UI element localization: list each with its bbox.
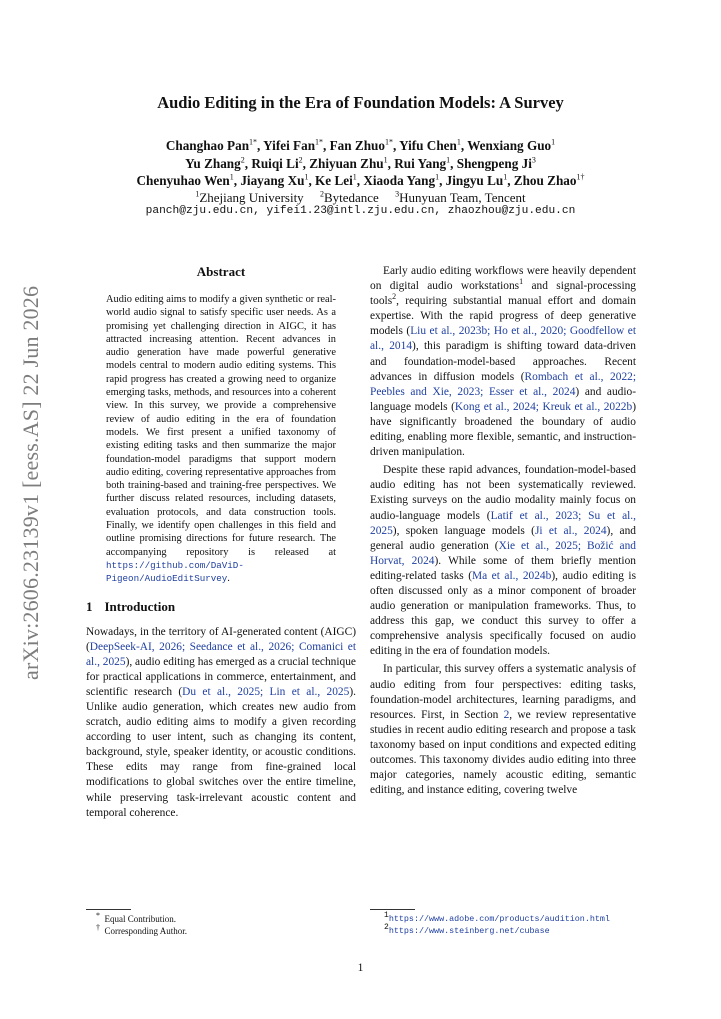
footnote-equal-contribution: * Equal Contribution. (96, 911, 176, 924)
author-affiliation-mark: 1† (576, 172, 585, 182)
author-line-3: Chenyuhao Wen$^1$, Jiayang Xu$^1$, Ke Lei$^1$, Xiaoda Yang$^1$, Jingyu Lu$^1$, Zhou Zhao$^{1\dagger}$ (136, 172, 585, 188)
author-name: Shengpeng Ji (456, 155, 532, 171)
author-name: Zhou Zhao (513, 173, 577, 188)
right-column (370, 264, 636, 798)
author-name: Yifei Fan (263, 138, 316, 153)
author-affiliation-mark: 1* (315, 137, 324, 147)
citation-link[interactable]: Rombach et al., 2022; Peebles and Xie, 2023; Esser et al., 2024 (370, 370, 636, 398)
footnote-2[interactable]: $^2$https://www.steinberg.net/cubase (384, 923, 550, 936)
citation-link[interactable]: Liu et al., 2023b; Ho et al., 2020; Goodfellow et al., 2014 (370, 325, 637, 353)
affiliation-3: $^3$Hunyuan Team, Tencent (395, 189, 526, 205)
author-line-2: Yu Zhang$^2$, Ruiqi Li$^2$, Zhiyuan Zhu$^1$, Rui Yang$^1$, Shengpeng Ji$^3$ (185, 155, 536, 171)
citation-link[interactable]: Xie et al., 2025; Božić and Horvat, 2024 (370, 539, 636, 567)
footnote-rule-left (86, 909, 131, 910)
author-affiliation-mark: 2 (240, 155, 245, 165)
author-emails: panch@zju.edu.cn, yifei1.23@intl.zju.edu.cn, zhaozhou@zju.edu.cn (145, 205, 576, 217)
author-affiliation-mark: 1 (503, 172, 508, 182)
citation-link[interactable]: Latif et al., 2023; Su et al., 2025 (370, 509, 636, 537)
intro-paragraph-2: Early audio editing workflows were heavily dependent on digital audio workstations$^1$ and signal-processing tools$^2$, requiring substantial manual effort and domain expertise. With the rapid progress of deep generative models (Liu et al., 2023b; Ho et al., 2020; Goodfellow et al., 2014), this paradigm is shifting toward data-driven and foundation-model-based approaches. Recent advances in diffusion models (Rombach et al., 2022; Peebles and Xie, 2023; Esser et al., 2024) and audio-language models (Kong et al., 2024; Kreuk et al., 2022b) have significantly broadened the boundary of audio editing, enabling more flexible, semantic, and instruction-driven manipulation. (370, 265, 637, 459)
author-list (80, 137, 641, 190)
intro-paragraph-3: Despite these rapid advances, foundation-model-based audio editing has not been systematically reviewed. Existing surveys on the audio modality mainly focus on audio-language models (Latif et al., 2023; Su et al., 2025), spoken language models (Ji et al., 2024), and general audio generation (Xie et al., 2025; Božić and Horvat, 2024). While some of them briefly mention editing-related tasks (Ma et al., 2024b), audio editing is often discussed only as a minor component of broader audio generation or manipulation frameworks. Thus, to address this gap, we conduct this survey to offer a comprehensive analysis specifically focused on audio editing in the era of foundation models. (370, 464, 636, 658)
left-column (86, 264, 356, 821)
author-name: Yu Zhang (185, 155, 241, 171)
repo-link[interactable]: https://github.com/DaViD-Pigeon/AudioEditSurvey (106, 559, 244, 585)
author-name: Jiayang Xu (240, 173, 305, 188)
author-name: Wenxiang Guo (467, 138, 552, 153)
author-affiliation-mark: 1* (249, 137, 258, 147)
author-name: Ke Lei (315, 173, 353, 188)
author-affiliation-mark: 1 (446, 155, 451, 165)
footnote-1[interactable]: $^1$https://www.adobe.com/products/audition.html (384, 911, 610, 924)
author-name: Xiaoda Yang (363, 173, 436, 188)
author-affiliation-mark: 1 (456, 137, 461, 147)
citation-link[interactable]: Kong et al., 2024; Kreuk et al., 2022b (454, 400, 633, 413)
author-line-1: Changhao Pan$^{1*}$, Yifei Fan$^{1*}$, Fan Zhuo$^{1*}$, Yifu Chen$^1$, Wenxiang Guo$^1$ (165, 137, 556, 153)
section-heading-introduction: 1 Introduction (86, 598, 176, 614)
affiliations (80, 189, 641, 206)
affiliation-1: $^1$Zhejiang University (195, 189, 304, 205)
page-number: 1 (357, 962, 364, 974)
author-name: Fan Zhuo (329, 138, 385, 153)
author-affiliation-mark: 1 (304, 172, 309, 182)
author-affiliation-mark: 1 (383, 155, 388, 165)
footnotes-right (384, 913, 610, 937)
author-name: Rui Yang (394, 155, 447, 171)
author-affiliation-mark: 1 (551, 137, 556, 147)
author-affiliation-mark: 1 (435, 172, 440, 182)
paper-title: Audio Editing in the Era of Foundation Models: A Survey (157, 93, 564, 112)
abstract-heading: Abstract (196, 264, 246, 279)
author-affiliation-mark: 2 (298, 155, 303, 165)
footnote-mark[interactable]: 2 (392, 292, 397, 302)
footnotes-left (96, 913, 187, 937)
affiliation-2: $^2$Bytedance (319, 189, 379, 205)
author-name: Yifu Chen (399, 138, 457, 153)
author-name: Changhao Pan (165, 138, 250, 153)
author-name: Chenyuhao Wen (136, 173, 230, 188)
citation-link[interactable]: Ma et al., 2024b (472, 569, 552, 582)
author-name: Ruiqi Li (251, 155, 299, 171)
footnote-mark[interactable]: 1 (519, 277, 524, 287)
author-affiliation-mark: 1* (384, 137, 393, 147)
intro-paragraph-1: Nowadays, in the territory of AI-generated content (AIGC) (DeepSeek-AI, 2026; Seedance et al., 2026; Comanici et al., 2025), audio editing has emerged as a crucial technique for practical applications in commerce, entertainment, and scientific research (Du et al., 2025; Lin et al., 2025). Unlike audio generation, which creates new audio from scratch, audio editing aims to modify a given recording according to user intent, such as changing its content, background, style, speaker identity, or acoustic conditions. These edits may range from fine-grained local modifications to global switches over the entire timeline, while preserving task-irrelevant acoustic content and temporal coherence. (86, 625, 356, 819)
author-affiliation-mark: 1 (229, 172, 234, 182)
author-name: Zhiyuan Zhu (309, 155, 384, 171)
citation-link[interactable]: DeepSeek-AI, 2026; Seedance et al., 2026; Comanici et al., 2025 (86, 640, 356, 668)
author-affiliation-mark: 1 (352, 172, 357, 182)
arxiv-stamp: arXiv:2606.23139v1 [eess.AS] 22 Jun 2026 (18, 285, 43, 680)
citation-link[interactable]: 2 (503, 708, 510, 721)
intro-paragraph-4: In particular, this survey offers a systematic analysis of audio editing from four perspectives: editing tasks, foundation-model architectures, learning paradigms, and resources. First, in Section 2, we review representative studies in recent audio editing research and propose a task taxonomy based on input conditions and expected editing outcomes. This taxonomy divides audio editing into three major categories, namely acoustic editing, semantic editing, and instance editing, covering twelve (370, 663, 636, 797)
citation-link[interactable]: Du et al., 2025; Lin et al., 2025 (182, 685, 350, 698)
footnote-rule-right (370, 909, 415, 910)
author-name: Jingyu Lu (445, 173, 504, 188)
abstract-text: Audio editing aims to modify a given synthetic or real-world audio signal to satisfy specific user needs. As a promising yet challenging direction in AIGC, it has attracted increasing attention. Recent advances in audio generation have made powerful generative models central to modern audio editing systems. This rapid progress has created a growing need to organize emerging tasks, methods, and resources into a coherent view. In this survey, we provide a comprehensive review of audio editing in the era of foundation models. We first present a unified taxonomy of existing editing tasks and then summarize the major foundation-model paradigms that support modern audio editing, covering representative approaches from both training-based and training-free perspectives. We further discuss related resources, including datasets, evaluation protocols, and data construction tools. Finally, we identify open challenges in this field and outline promising directions for future research. The accompanying repository is released at https://github.com/DaViD-Pigeon/AudioEditSurvey. (106, 294, 336, 585)
citation-link[interactable]: Ji et al., 2024 (534, 524, 607, 537)
author-affiliation-mark: 3 (531, 155, 536, 165)
footnote-corresponding-author: † Corresponding Author. (96, 923, 187, 936)
